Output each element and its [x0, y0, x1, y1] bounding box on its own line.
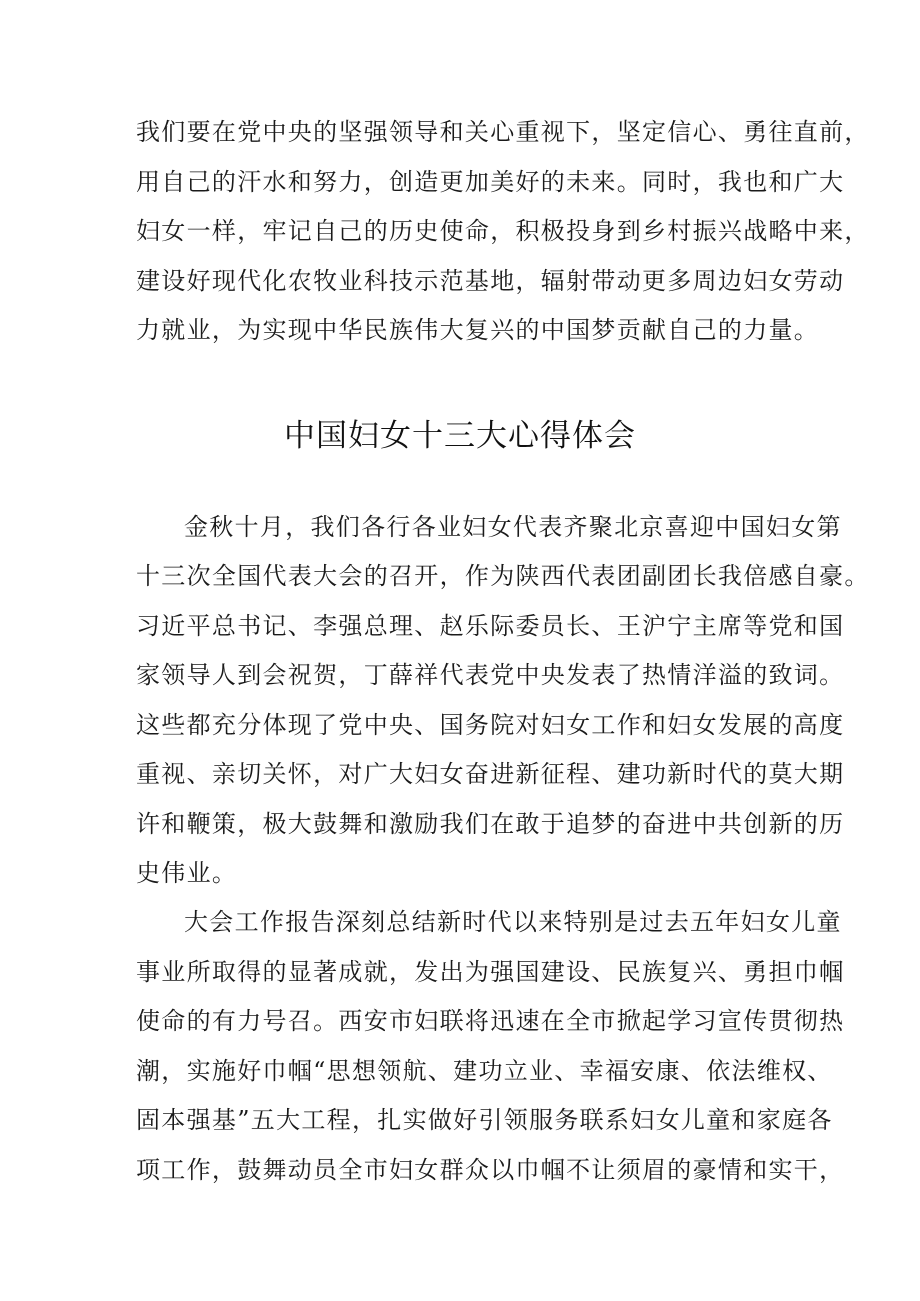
- text-line: 大会工作报告深刻总结新时代以来特别是过去五年妇女儿童: [184, 908, 842, 936]
- text-line: 力就业，为实现中华民族伟大复兴的中国梦贡献自己的力量。: [136, 316, 820, 344]
- text-line: 重视、亲切关怀，对广大妇女奋进新征程、建功新时代的莫大期: [136, 760, 845, 788]
- text-line: 金秋十月，我们各行各业妇女代表齐聚北京喜迎中国妇女第: [184, 513, 842, 541]
- text-line: 项工作，鼓舞动员全市妇女群众以巾帼不让须眉的豪情和实干，: [136, 1156, 845, 1184]
- text-line: 史伟业。: [136, 859, 238, 887]
- text-line: 使命的有力号召。西安市妇联将迅速在全市掀起学习宣传贯彻热: [136, 1007, 845, 1035]
- text-line: 许和鞭策，极大鼓舞和激励我们在敢于追梦的奋进中共创新的历: [136, 810, 845, 838]
- text-line: 妇女一样，牢记自己的历史使命，积极投身到乡村振兴战略中来，: [136, 217, 870, 245]
- text-line: 建设好现代化农牧业科技示范基地，辐射带动更多周边妇女劳动: [136, 267, 845, 295]
- section-title: 中国妇女十三大心得体会: [284, 418, 636, 454]
- text-line: 固本强基”五大工程，扎实做好引领服务联系妇女儿童和家庭各: [136, 1106, 833, 1134]
- text-line: 十三次全国代表大会的召开，作为陕西代表团副团长我倍感自豪。: [136, 562, 870, 590]
- text-line: 家领导人到会祝贺，丁薛祥代表党中央发表了热情洋溢的致词。: [136, 661, 845, 689]
- text-line: 我们要在党中央的坚强领导和关心重视下，坚定信心、勇往直前，: [136, 118, 870, 146]
- text-line: 用自己的汗水和努力，创造更加美好的未来。同时，我也和广大: [136, 168, 845, 196]
- text-line: 潮，实施好巾帼“思想领航、建功立业、幸福安康、依法维权、: [136, 1057, 833, 1085]
- text-line: 事业所取得的显著成就，发出为强国建设、民族复兴、勇担巾帼: [136, 958, 845, 986]
- text-line: 这些都充分体现了党中央、国务院对妇女工作和妇女发展的高度: [136, 711, 845, 739]
- text-line: 习近平总书记、李强总理、赵乐际委员长、王沪宁主席等党和国: [136, 612, 845, 640]
